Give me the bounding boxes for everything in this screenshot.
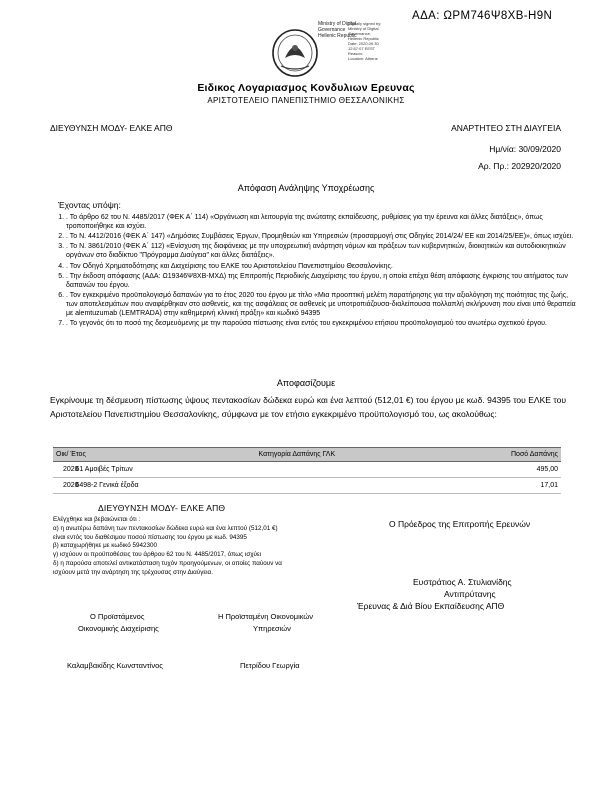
signature-line: Ministry of Digital <box>318 21 357 27</box>
consideration-item: 4. . Τον Οδηγό Χρηματοδότησης και Διαχείρισης του ΕΛΚΕ του Αριστοτελείου Πανεπιστημίου Θεσσαλονίκης. <box>66 262 576 271</box>
decision-heading: Αποφασίζουμε <box>276 378 336 388</box>
approval-paragraph: Εγκρίνουμε τη δέσμευση πίστωσης ύψους πεντακοσίων δώδεκα ευρώ και ένα λεπτού (512,01 €) του έργου με κωδ. 94395 του ΕΛΚΕ του Αριστοτελείου Πανεπιστημίου Θεσσαλονίκης, σύμφωνα με τον ετήσιο εγκεκριμένο προϋπολογισμό του, ως ακολούθως: <box>50 395 566 419</box>
organization-name: Ειδικος Λογαριασμος Κονδυλιων Ερευνας <box>197 82 415 94</box>
vice-rector-name: Ευστράτιος Α. Στυλιανίδης <box>413 577 512 587</box>
protocol-number: Αρ. Πρ.: 202920/2020 <box>478 161 561 171</box>
considerations-list <box>52 213 576 329</box>
consideration-item: 2. . Το Ν. 4412/2016 (ΦΕΚ Α΄ 147) «Δημόσιες Συμβάσεις Έργων, Προμηθειών και Υπηρεσιών (προσαρμογή στις Οδηγίες 2014/24/ ΕΕ και 2014/25/ΕΕ)», όπως ισχύει. <box>66 232 576 241</box>
university-name: ΑΡΙΣΤΟΤΕΛΕΙΟ ΠΑΝΕΠΙΣΤΗΜΙΟ ΘΕΣΣΑΛΟΝΙΚΗΣ <box>207 96 405 105</box>
cell-year: 2020 <box>53 478 144 494</box>
document-title: Απόφαση Ανάληψης Υποχρέωσης <box>237 183 375 193</box>
greek-republic-seal-icon <box>271 28 319 78</box>
signature-detail: Reason: <box>348 51 363 56</box>
signature-line: Governance <box>318 27 346 33</box>
considerations-heading: Έχοντας υπόψη: <box>58 200 121 210</box>
certification-line: δ) η παρούσα αποτελεί αντικατάσταση τυχόν προηγούμενων, οι οποίες παύουν να <box>53 559 282 567</box>
table-row <box>53 462 561 478</box>
consideration-item: 6. . Τον εγκεκριμένο προϋπολογισμό δαπανών για το έτος 2020 του έργου με τίτλο «Μια προοπτική μελέτη παρατήρησης για την αξιολόγηση της ποιότητας της ζωής, των αποτελεσμάτων που αναφέρθηκαν στο ασθενείς, και της ασφάλειας σε ασθενείς με υποτροπιάζουσα-διαλείπουσα πολλαπλή σκλήρυνση που είναι υπό θεραπεία με alemtuzumab (LEMTRADA) στην καθημερινή κλινική πράξη» και κωδικό 94395 <box>66 291 576 318</box>
signatory-2-name: Πετρίδου Γεωργία <box>240 661 300 670</box>
signatory-1-title: Ο Προϊστάμενος <box>90 612 145 621</box>
committee-president: Ο Πρόεδρος της Επιτροπής Ερευνών <box>389 519 531 529</box>
signatory-2-title: Η Προϊσταμένη Οικονομικών <box>218 612 314 621</box>
signature-detail: Digitally signed by: <box>348 21 382 26</box>
consideration-item: 3. . Το Ν. 3861/2010 (ΦΕΚ Α΄ 112) «Ενίσχυση της διαφάνειας με την υποχρεωτική ανάρτηση νόμων και πράξεων των κυβερνητικών, διοικητικών και αυτοδιοικητικών οργάνων στο διαδίκτυο "Πρόγραμμα Διαύγεια" και άλλες διατάξεις». <box>66 242 576 260</box>
column-header-category: Κατηγορία Δαπάνης ΓΛΚ <box>144 448 449 462</box>
signature-detail: Location: Athens <box>348 56 378 61</box>
signature-detail: Date: 2020.09.30 <box>348 41 379 46</box>
signature-line: Hellenic Republic <box>318 33 357 39</box>
footer-department: ΔΙΕΥΘΥΝΣΗ ΜΟΔΥ- ΕΛΚΕ ΑΠΘ <box>98 503 226 513</box>
vice-rector-role: Αντιπρύτανης <box>444 589 496 599</box>
consideration-item: 7. . Το γεγονός ότι το ποσό της δεσμευόμενης με την παρούσα πίστωσης είναι εντός του εγκεκριμένου ετήσιου προϋπολογισμού του ανωτέρω σχετικού έργου. <box>66 319 576 328</box>
certification-line: α) η ανωτέρω δαπάνη των πεντακοσίων δώδεκα ευρώ και ένα λεπτού (512,01 €) <box>53 524 278 532</box>
table-row <box>53 478 561 494</box>
document-date: Ημ/νία: 30/09/2020 <box>489 144 561 154</box>
digital-signature-details <box>348 21 381 61</box>
table-header-row <box>53 448 561 462</box>
cell-year: 2020 <box>53 462 144 478</box>
cell-category: 6498-2 Γενικά έξοδα <box>72 478 377 494</box>
signatory-1-name: Καλαμβακίδης Κωνσταντίνος <box>67 661 163 670</box>
column-header-year: Οικ/ Έτος <box>53 448 144 462</box>
consideration-item: 5. . Την έκδοση απόφασης (ΑΔΑ: Ω19346Ψ8ΧΒ-ΜΧΔ) της Επιτροπής Περιοδικής Διαχείρισης του έργου, η οποία επέχει θέση απόφασης έγκρισης του αιτήματος των δαπανών του έργου. <box>66 272 576 290</box>
expense-table <box>53 447 561 494</box>
cell-amount: 495,00 <box>449 462 561 478</box>
column-header-amount: Ποσό Δαπάνης <box>449 448 561 462</box>
certification-block <box>53 516 383 578</box>
signatory-2-unit: Υπηρεσιών <box>253 624 291 633</box>
vice-rector-area: Έρευνας & Διά Βίου Εκπαίδευσης ΑΠΘ <box>357 601 505 611</box>
signature-detail: Hellenic Republic <box>348 36 379 41</box>
signatory-1-unit: Οικονομικής Διαχείρισης <box>78 624 159 633</box>
certification-line: γ) ισχύουν οι προϋποθέσεις του άρθρου 62 του Ν. 4485/2017, όπως ισχύει <box>53 551 262 559</box>
cell-amount: 17,01 <box>449 478 561 494</box>
consideration-item: 1. . Το άρθρο 62 του Ν. 4485/2017 (ΦΕΚ Α΄ 114) «Οργάνωση και λειτουργία της ανώτατης εκπαίδευσης, ρυθμίσεις για την έρευνα και άλλες διατάξεις», όπως τροποποιήθηκε και ισχύει. <box>66 213 576 231</box>
ada-code: ΑΔΑ: ΩΡΜ746Ψ8ΧΒ-Η9Ν <box>412 10 553 22</box>
certification-line: β) καταχωρήθηκε με κωδικό 5942300 <box>53 542 157 550</box>
signature-detail: Governance, <box>348 31 371 36</box>
department-header: ΔΙΕΥΘΥΝΣΗ ΜΟΔΥ- ΕΛΚΕ ΑΠΘ <box>50 123 173 133</box>
signature-detail: 12:57:07 EEST <box>348 46 376 51</box>
certification-line: Ελέγχθηκε και βεβαιώνεται ότι : <box>53 516 141 523</box>
signature-detail: Ministry of Digital <box>348 26 379 31</box>
cell-category: 61 Αμοιβές Τρίτων <box>72 462 377 478</box>
certification-line: ισχύουν μετά την ανάρτηση της τρέχουσας στην Διαύγεια. <box>53 568 213 576</box>
certification-line: είναι εντός του διαθέσιμου ποσού πίστωσης του έργου με κωδ. 94395 <box>53 533 247 541</box>
posting-notice: ΑΝΑΡΤΗΤΕΟ ΣΤΗ ΔΙΑΥΓΕΙΑ <box>451 123 561 133</box>
